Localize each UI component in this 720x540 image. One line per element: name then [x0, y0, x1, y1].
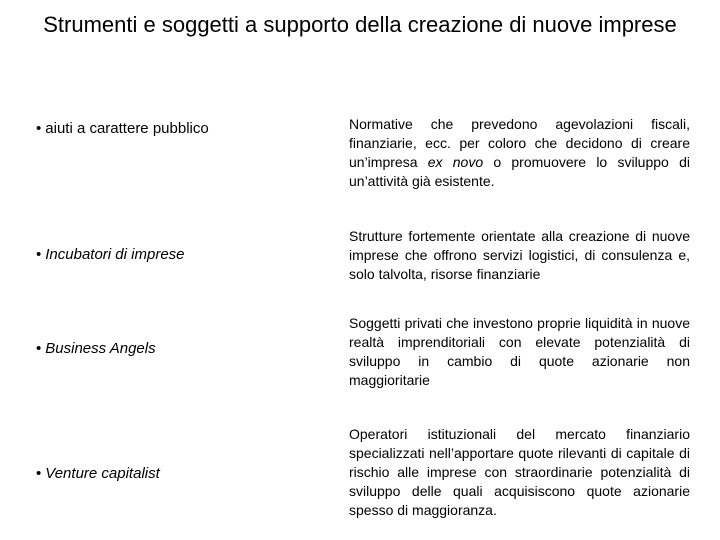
term-incubatori: [36, 246, 326, 264]
description-emphasis: ex novo: [427, 154, 484, 170]
bullet-icon: •: [36, 465, 42, 482]
description-incubatori: Strutture fortemente orientate alla creazione di nuove imprese che offrono servizi logistici, di consulenza e, solo talvolta, risorse finanziarie: [349, 228, 690, 282]
term-label: Business Angels: [45, 340, 156, 357]
term-label: aiuti a carattere pubblico: [45, 120, 209, 137]
description-aiuti-pubblici: [349, 115, 690, 191]
description-venture-capitalist: Operatori istituzionali del mercato finanziario specializzati nell’apportare quote rilevanti di capitale di rischio alle imprese con straordinarie potenzialità di sviluppo delle quali acquisiscono quote azionarie spesso di maggioranza.: [349, 426, 690, 518]
page-title: Strumenti e soggetti a supporto della creazione di nuove imprese: [43, 12, 677, 37]
term-business-angels: [36, 340, 326, 358]
description-text: Normative che prevedono agevolazioni fiscali, finanziarie, ecc. per coloro che decidono di creare un’impresa: [349, 116, 690, 170]
term-aiuti-pubblici: [36, 120, 326, 138]
term-label: Venture capitalist: [45, 465, 160, 482]
bullet-icon: •: [36, 246, 42, 263]
term-label: Incubatori di imprese: [45, 246, 185, 263]
term-venture-capitalist: [36, 465, 326, 483]
description-text: o promuovere lo sviluppo di un’attività già esistente.: [349, 154, 690, 189]
description-business-angels: Soggetti privati che investono proprie liquidità in nuove realtà imprenditoriali con elevate potenzialità di sviluppo in cambio di quote azionarie non maggioritarie: [349, 315, 690, 388]
bullet-icon: •: [36, 120, 42, 137]
bullet-icon: •: [36, 340, 42, 357]
